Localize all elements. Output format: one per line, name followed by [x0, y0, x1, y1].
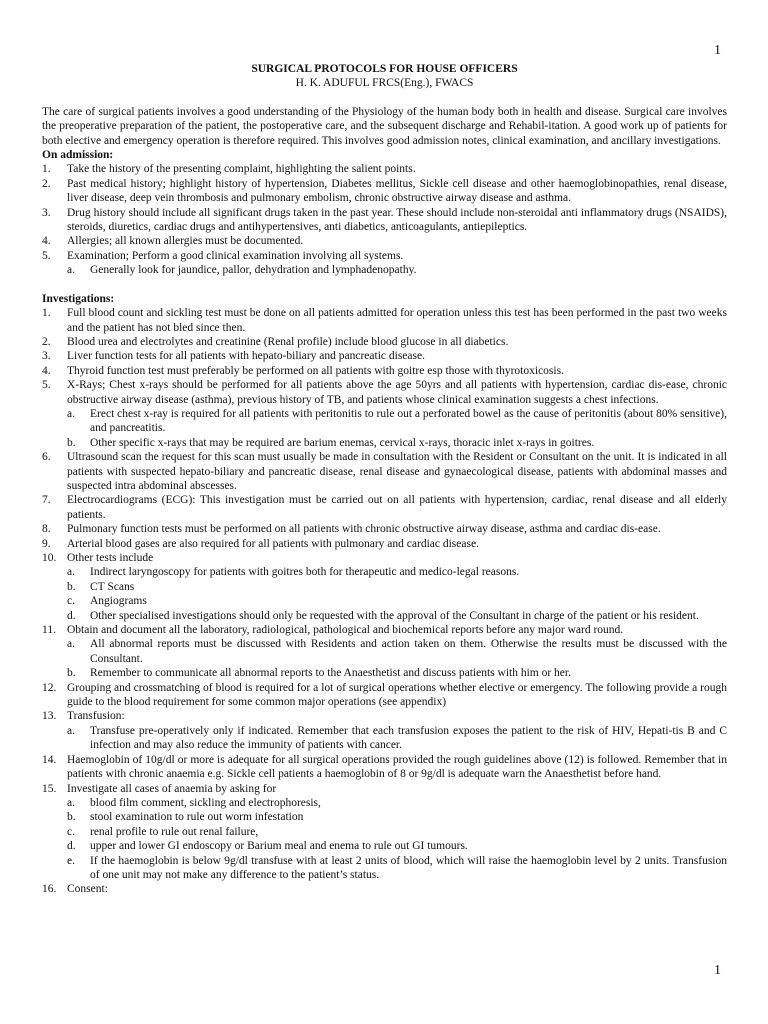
item-text: Remember to communicate all abnormal reports to the Anaesthetist and discuss patients with him or her.: [90, 667, 571, 680]
item-number: 11.: [42, 624, 56, 637]
list-item: [42, 537, 727, 551]
item-number: 4.: [42, 235, 51, 248]
item-text: Take the history of the presenting complaint, highlighting the salient points.: [67, 163, 416, 176]
item-letter: a.: [67, 724, 75, 737]
item-text: Haemoglobin of 10g/dl or more is adequate for all surgical operations provided the rough guidelines above (12) is followed. Remember that in patients with chronic anaemia e.g. Sickle cell patients a haemoglobin of 8 or 9g/dl is adequate warn the Anaesthetist before hand.: [67, 753, 727, 781]
item-text: Generally look for jaundice, pallor, dehydration and lymphadenopathy.: [90, 264, 417, 277]
item-number: 6.: [42, 451, 51, 464]
item-number: 15.: [42, 782, 57, 795]
item-number: 5.: [42, 249, 51, 262]
sub-list-item: [42, 637, 727, 666]
item-text: Full blood count and sickling test must be done on all patients admitted for operation unless this test has been performed in the past two weeks and the patient has not bled since then.: [67, 307, 727, 334]
item-text: Arterial blood gases are also required for all patients with pulmonary and cardiac disease.: [67, 537, 479, 550]
item-letter: a.: [67, 638, 75, 651]
sub-list-item: [42, 609, 727, 623]
item-text: Erect chest x-ray is required for all patients with peritonitis to rule out a perforated bowel as the cause of peritonitis (about 80% sensitive), and pancreatitis.: [90, 407, 727, 435]
item-text: renal profile to rule out renal failure,: [90, 825, 259, 838]
item-letter: b.: [67, 580, 76, 593]
list-item: [42, 177, 727, 206]
sub-list-item: [42, 724, 727, 753]
item-text: Blood urea and electrolytes and creatinine (Renal profile) include blood glucose in all diabetics.: [67, 335, 509, 348]
list-item: [42, 551, 727, 565]
item-text: Thyroid function test must preferably be performed on all patients with goitre esp those with thyrotoxicosis.: [67, 364, 564, 377]
sub-list-item: [42, 263, 727, 277]
item-text: Transfusion:: [67, 710, 125, 723]
list-item: [42, 378, 727, 407]
section-spacer: [42, 278, 727, 292]
item-number: 8.: [42, 523, 51, 536]
list-item: [42, 522, 727, 536]
item-letter: a.: [67, 566, 75, 579]
item-number: 7.: [42, 494, 51, 507]
item-number: 3.: [42, 350, 51, 363]
sub-list-item: [42, 796, 727, 810]
list-item: [42, 206, 727, 235]
sub-list-item: [42, 436, 727, 450]
sub-list-item: [42, 565, 727, 579]
item-number: 5.: [42, 379, 51, 392]
item-letter: b.: [67, 667, 76, 680]
item-text: Other specialised investigations should only be requested with the approval of the Consultant in charge of the patient or his resident.: [90, 609, 699, 622]
item-letter: a.: [67, 407, 75, 420]
item-text: Liver function tests for all patients with hepato-biliary and pancreatic disease.: [67, 350, 425, 363]
list-item: [42, 882, 727, 896]
item-number: 1.: [42, 307, 51, 320]
item-number: 9.: [42, 537, 51, 550]
item-text: Electrocardiograms (ECG): This investigation must be carried out on all patients with hypertension, cardiac, renal disease and all elderly patients.: [67, 494, 727, 521]
item-number: 3.: [42, 206, 51, 219]
item-letter: d.: [67, 840, 76, 853]
item-number: 14.: [42, 753, 57, 766]
document-title: SURGICAL PROTOCOLS FOR HOUSE OFFICERS: [251, 63, 518, 75]
item-number: 16.: [42, 883, 57, 896]
item-letter: a.: [67, 796, 75, 809]
list-item: [42, 753, 727, 782]
item-text: Obtain and document all the laboratory, radiological, pathological and biochemical reports before any major ward round.: [67, 624, 624, 637]
item-number: 2.: [42, 335, 51, 348]
item-text: Pulmonary function tests must be performed on all patients with chronic obstructive airway disease, asthma and cardiac dis-ease.: [67, 523, 661, 536]
item-text: Past medical history; highlight history of hypertension, Diabetes mellitus, Sickle cell disease and other haemoglobinopathies, renal disease, liver disease, deep vein thrombosis and pulmonary embolism, chronic obstructive airway disease and asthma.: [67, 177, 727, 205]
section-heading-admission: On admission:: [42, 149, 114, 162]
item-text: Allergies; all known allergies must be documented.: [67, 235, 304, 248]
sub-list-item: [42, 839, 727, 853]
sub-list-item: [42, 825, 727, 839]
item-number: 10.: [42, 552, 57, 564]
item-text: If the haemoglobin is below 9g/dl transfuse with at least 2 units of blood, which will raise the haemoglobin level by 2 units. Transfusion of one unit may not make any difference to the patient’s status.: [90, 854, 727, 881]
list-item: [42, 681, 727, 710]
page-number-top: 1: [714, 43, 721, 58]
item-text: Other tests include: [67, 552, 154, 564]
sub-list-item: [42, 810, 727, 824]
list-item: [42, 493, 727, 522]
item-number: 13.: [42, 710, 57, 723]
item-letter: b.: [67, 811, 76, 824]
item-text: Drug history should include all significant drugs taken in the past year. These should include non-steroidal anti inflammatory drugs (NSAIDS), steroids, diuretics, cardiac drugs and antihypertensives, anti diabetics, anticoagulants, antiepileptics.: [67, 206, 727, 234]
intro-paragraph: The care of surgical patients involves a good understanding of the Physiology of the human body both in health and disease. Surgical care involves the preoperative preparation of the patient, the postoperative care, and the subsequent discharge and Rehabil-itation. A good work up of patients for both elective and emergency operation is therefore required. This involves good admission notes, clinical examination, and ancillary investigations.: [42, 105, 727, 147]
item-text: Grouping and crossmatching of blood is required for a lot of surgical operations whether elective or emergency. The following provide a rough guide to the blood requirement for some common major operations (see appendix): [67, 681, 727, 709]
item-text: CT Scans: [90, 580, 135, 593]
list-item: [42, 306, 727, 335]
list-item: [42, 364, 727, 378]
list-item: [42, 709, 727, 723]
list-item: [42, 450, 727, 493]
item-text: Other specific x-rays that may be required are barium enemas, cervical x-rays, thoracic inlet x-rays in goitres.: [90, 436, 595, 449]
item-letter: c.: [67, 595, 75, 608]
section-heading-investigations: Investigations:: [42, 292, 115, 305]
list-item: [42, 335, 727, 349]
item-text: Consent:: [67, 883, 108, 896]
item-text: All abnormal reports must be discussed with Residents and action taken on them. Otherwise the results must be discussed with the Consultant.: [90, 638, 727, 665]
item-letter: d.: [67, 609, 76, 622]
item-number: 4.: [42, 364, 51, 377]
item-text: blood film comment, sickling and electrophoresis,: [90, 796, 321, 809]
list-item: [42, 623, 727, 637]
item-letter: c.: [67, 825, 75, 838]
sub-list-item: [42, 580, 727, 594]
author-line: H. K. ADUFUL FRCS(Eng.), FWACS: [295, 77, 474, 90]
item-number: 2.: [42, 177, 51, 190]
sub-list-item: [42, 854, 727, 883]
list-item: [42, 349, 727, 363]
document-body: [42, 62, 727, 897]
item-text: Examination; Perform a good clinical examination involving all systems.: [67, 249, 404, 262]
list-item: [42, 249, 727, 263]
item-text: Investigate all cases of anaemia by asking for: [67, 782, 277, 795]
list-item: [42, 234, 727, 248]
item-text: stool examination to rule out worm infestation: [90, 811, 304, 824]
item-text: Transfuse pre-operatively only if indicated. Remember that each transfusion exposes the patient to the risk of HIV, Hepati-tis B and C infection and may also reduce the immunity of patients with cancer.: [90, 724, 727, 752]
item-text: Angiograms: [90, 595, 147, 608]
sub-list-item: [42, 594, 727, 608]
item-number: 1.: [42, 163, 51, 176]
list-item: [42, 782, 727, 796]
page-number-bottom: 1: [714, 963, 721, 978]
item-text: upper and lower GI endoscopy or Barium meal and enema to rule out GI tumours.: [90, 840, 468, 853]
item-text: Ultrasound scan the request for this scan must usually be made in consultation with the Resident or Consultant on the unit. It is indicated in all patients with suspected hepato-biliary and pancreatic disease, renal disease and gynaecological disease, patients with abdominal masses and suspected intra abdominal abscesses.: [67, 451, 727, 492]
item-letter: a.: [67, 264, 75, 277]
sub-list-item: [42, 666, 727, 680]
sub-list-item: [42, 407, 727, 436]
list-item: [42, 162, 727, 176]
item-text: X-Rays; Chest x-rays should be performed for all patients above the age 50yrs and all patients with hypertension, cardiac dis-ease, chronic obstructive airway disease (asthma), previous history of TB, and patients whose clinical examination suggests a chest infections.: [67, 379, 727, 406]
item-letter: b.: [67, 436, 76, 449]
item-text: Indirect laryngoscopy for patients with goitres both for therapeutic and medico-legal reasons.: [90, 566, 520, 579]
item-letter: e.: [67, 854, 75, 867]
item-number: 12.: [42, 681, 57, 694]
